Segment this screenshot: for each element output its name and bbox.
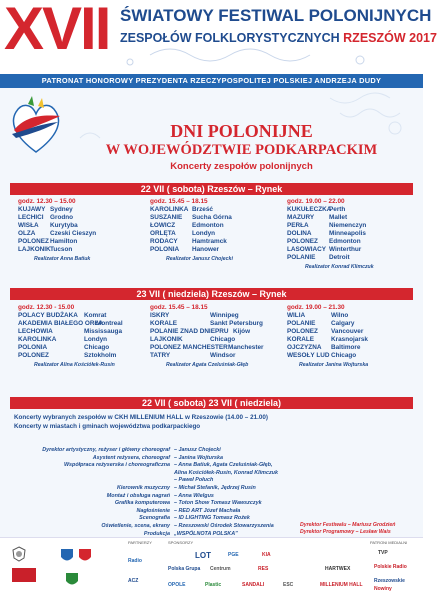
- ensemble-name: POLONIA: [150, 246, 180, 253]
- ensemble-city: Wilno: [331, 312, 349, 319]
- sponsor-logo: RES: [258, 566, 269, 572]
- sponsor-logo: HARTWEX: [325, 566, 351, 572]
- ensemble-name: POLONEZ: [18, 238, 49, 245]
- ensemble-name: OJCZYZNA: [287, 344, 322, 351]
- sponsor-logo: Polska Grupa: [168, 566, 201, 572]
- ensemble-city: Minneapolis: [329, 230, 366, 237]
- sponsor-logo: MILLENIUM HALL: [320, 582, 363, 588]
- director-program: Dyrektor Programowy – Lesław Wais: [300, 529, 391, 535]
- concert-time: godz. 15.45 – 18.15: [150, 304, 208, 311]
- ensemble-city: Chicago: [84, 344, 110, 351]
- lineup-row: [18, 246, 96, 254]
- day3-banner: 22 VII ( sobota) 23 VII ( niedziela): [10, 397, 413, 409]
- coat-of-arms-icon: [78, 548, 92, 564]
- day1-block-3: [287, 198, 374, 271]
- ensemble-city: Baltimore: [331, 344, 361, 351]
- credit-role: [40, 470, 170, 478]
- lineup-row: [150, 230, 233, 238]
- ensemble-name: LASOWIACY: [287, 246, 327, 253]
- ensemble-name: POLONIA: [18, 344, 48, 351]
- credit-person: – Rzeszowski Ośrodek Stowarzyszenia: [174, 522, 274, 529]
- ensemble-name: POLONEZ: [287, 238, 318, 245]
- ensemble-name: LAJKONIK: [150, 336, 183, 343]
- millenium-hall-concerts: Koncerty wybranych zespołów w CKH MILLENIUM HALL w Rzeszowie (14.00 – 21.00): [14, 414, 268, 421]
- sponsor-logo: Polskie Radio: [374, 564, 407, 570]
- sponsors-label: SPONSORZY: [168, 540, 194, 545]
- media-patrons-label: PATRONI MEDIALNI: [370, 540, 408, 545]
- lineup-row: [18, 328, 123, 336]
- credit-person: – Janusz Chojecki: [174, 447, 221, 453]
- ensemble-name: WESOŁY LUD: [287, 352, 330, 359]
- sponsor-logo: Nowiny: [374, 586, 392, 592]
- lineup-row: [287, 352, 368, 360]
- ensemble-name: LECHOWIA: [18, 328, 53, 335]
- ensemble-city: Chicago: [331, 352, 357, 359]
- lineup-row: [18, 320, 123, 328]
- credit-role: Scenografia: [139, 515, 170, 522]
- ensemble-name: ORLĘTA: [150, 230, 176, 237]
- festival-title-text: ZESPOŁÓW FOLKLORYSTYCZNYCH: [120, 31, 340, 45]
- realizator: Realizator Konrad Klimczuk: [305, 264, 374, 270]
- festival-title-line1: ŚWIATOWY FESTIWAL POLONIJNYCH: [120, 6, 432, 25]
- ensemble-city: Sydney: [50, 206, 73, 213]
- ensemble-name: LAJKONIK: [18, 246, 51, 253]
- ensemble-name: OLZA: [18, 230, 36, 237]
- ensemble-name: POLANIE: [287, 254, 316, 261]
- ensemble-city: Brześć: [192, 206, 213, 213]
- coat-of-arms-icon: [60, 548, 74, 564]
- lineup-row: [287, 206, 374, 214]
- ensemble-city: Londyn: [84, 336, 108, 343]
- ensemble-name: DOLINA: [287, 230, 312, 237]
- credit-person: – Anna Wielgus: [174, 492, 214, 499]
- ensemble-city: Manchester: [228, 344, 264, 351]
- ensemble-city: Mississauga: [84, 328, 123, 335]
- ensemble-name: RODACY: [150, 238, 178, 245]
- ensemble-city: Czeski Cieszyn: [50, 230, 97, 237]
- event-subtitle: Koncerty zespołów polonijnych: [170, 161, 313, 172]
- ensemble-city: Sankt Petersburg: [210, 320, 263, 327]
- ensemble-name: WISŁA: [18, 222, 39, 229]
- ensemble-city: Detroit: [329, 254, 350, 261]
- credit-role: [40, 477, 170, 485]
- sponsor-logo: KIA: [262, 552, 271, 558]
- sponsor-logo: Rzeszowskie: [374, 578, 405, 584]
- ensemble-city: Komrat: [84, 312, 107, 319]
- credit-role: Dyrektor artystyczny, reżyser i główny choreograf: [42, 447, 170, 453]
- festival-place: RZESZÓW 2017: [343, 31, 437, 45]
- lineup-row: [18, 238, 96, 246]
- credit-role: Produkcja: [143, 530, 170, 537]
- patronage-banner: PATRONAT HONOROWY PREZYDENTA RZECZYPOSPOLITEJ POLSKIEJ ANDRZEJA DUDY: [0, 74, 423, 88]
- concert-time: godz. 15.45 – 18.15: [150, 198, 208, 205]
- ministry-emblem-icon: [12, 546, 26, 562]
- lineup-row: [18, 312, 123, 320]
- lineup-row: [18, 206, 96, 214]
- ensemble-city: Mallet: [329, 214, 348, 221]
- ensemble-name: POLANIE: [287, 320, 316, 327]
- lineup-row: [150, 206, 233, 214]
- lineup-row: [18, 222, 96, 230]
- ensemble-name: POLONEZ MANCHESTER: [150, 344, 228, 351]
- ensemble-city: Niemenczyn: [329, 222, 367, 229]
- credit-person: Alina Kościółek-Rusin, Konrad Klimczuk: [174, 469, 278, 476]
- ensemble-city: Edmonton: [329, 238, 361, 245]
- day2-block-2: [150, 304, 264, 369]
- credit-person: – Anna Batiuk, Agata Czeluśniak-Głęb,: [174, 462, 273, 469]
- ensemble-name: KUKUŁECZKA: [287, 206, 332, 213]
- realizator: Realizator Anna Batiuk: [34, 256, 91, 262]
- realizator: Realizator Alina Kościółek-Rusin: [34, 362, 115, 368]
- lineup-row: [18, 336, 123, 344]
- festival-heart-logo: [8, 96, 64, 156]
- lineup-row: [18, 214, 96, 222]
- sponsor-logo: OPOLE: [168, 582, 186, 588]
- coat-of-arms-icon: [65, 572, 79, 588]
- lineup-row: [150, 320, 264, 328]
- concert-time: godz. 12.30 - 15.00: [18, 304, 75, 311]
- lineup-row: [287, 312, 368, 320]
- ensemble-name: LECHICI: [18, 214, 44, 221]
- ensemble-city: Kijów: [233, 328, 251, 335]
- credit-person: – Paweł Połuch: [174, 477, 214, 484]
- lineup-row: [287, 328, 368, 336]
- lineup-row: [18, 230, 96, 238]
- ensemble-name: TATRY: [150, 352, 171, 359]
- day1-banner: 22 VII ( sobota) Rzeszów – Rynek: [10, 183, 413, 195]
- sponsor-logo: SANDALI: [242, 582, 265, 588]
- ensemble-city: Londyn: [192, 230, 216, 237]
- credit-person: „WSPÓLNOTA POLSKA": [174, 530, 238, 537]
- day2-banner: 23 VII ( niedziela) Rzeszów – Rynek: [10, 288, 413, 300]
- sponsor-logo: Centrum: [210, 566, 231, 572]
- credit-role: Współpraca reżyserska i choreograficzna: [63, 462, 170, 469]
- sponsor-logo: Plastic: [205, 582, 222, 588]
- lineup-row: [287, 246, 374, 254]
- ensemble-city: Chicago: [210, 336, 236, 343]
- ensemble-name: POLANIE ZNAD DNIEPRU: [150, 328, 229, 335]
- lineup-row: [150, 312, 264, 320]
- day2-block-3: [287, 304, 368, 369]
- ensemble-name: ŁOWICZ: [150, 222, 176, 229]
- ensemble-name: PERŁA: [287, 222, 309, 229]
- lineup-row: [150, 222, 233, 230]
- credit-role: Grafika komputerowa: [114, 500, 170, 507]
- director-festival: Dyrektor Festiwalu – Mariusz Grodzień: [300, 522, 396, 528]
- festival-header: [0, 0, 437, 74]
- partners-label: PARTNERZY: [128, 540, 152, 545]
- sponsor-logo: Radio: [128, 558, 142, 564]
- credit-role: Nagłośnienie: [136, 507, 170, 514]
- ensemble-name: AKADEMIA BIAŁEGO ORŁA: [18, 320, 103, 327]
- ensemble-city: Krasnojarsk: [331, 336, 368, 343]
- credit-role: Asystent reżysera, choreograf: [92, 454, 170, 461]
- ensemble-city: Montreal: [96, 320, 123, 327]
- regional-concerts: Koncerty w miastach i gminach województwa podkarpackiego: [14, 423, 201, 430]
- day2-block-1: [18, 304, 123, 369]
- lineup-row: [287, 320, 368, 328]
- event-title: DNI POLONIJNE: [170, 121, 313, 141]
- ensemble-city: Kurytyba: [50, 222, 78, 229]
- ensemble-city: Sucha Górna: [192, 214, 232, 221]
- credit-person: – RED ART Józef Machała: [174, 507, 241, 514]
- credit-person: – Toton Show Tomasz Wawszczyk: [174, 500, 262, 507]
- event-title-region: W WOJEWÓDZTWIE PODKARPACKIM: [105, 142, 378, 158]
- lineup-row: [287, 230, 374, 238]
- ensemble-city: Tucson: [50, 246, 73, 253]
- ensemble-name: ISKRY: [150, 312, 170, 319]
- ensemble-name: KAROLINKA: [150, 206, 189, 213]
- lineup-row: [150, 328, 264, 336]
- lineup-row: [287, 222, 374, 230]
- sponsor-logo: ACZ: [128, 578, 139, 584]
- ensemble-name: KUJAWY: [18, 206, 46, 213]
- ensemble-city: Windsor: [210, 352, 236, 359]
- sponsor-logo: LOT: [195, 551, 211, 560]
- ensemble-city: Winterthur: [329, 246, 362, 253]
- ensemble-city: Edmonton: [192, 222, 224, 229]
- sponsor-logo: TVP: [378, 550, 388, 556]
- concert-time: godz. 19.00 – 21.30: [287, 304, 345, 311]
- credit-person: – Michał Stefanik, Jędrzej Rusin: [174, 484, 256, 491]
- ensemble-name: POLONEZ: [287, 328, 318, 335]
- credit-role: Montaż i obsługa nagrań: [106, 492, 170, 499]
- lineup-row: [287, 254, 374, 262]
- ensemble-name: SUSZANIE: [150, 214, 183, 221]
- ensemble-city: Hanower: [192, 246, 219, 253]
- ensemble-name: KAROLINKA: [18, 336, 57, 343]
- ensemble-city: Calgary: [331, 320, 355, 327]
- credit-person: – ID LIGHTING Tomasz Rożek: [174, 515, 250, 522]
- lineup-row: [287, 344, 368, 352]
- ensemble-city: Perth: [329, 206, 346, 213]
- lineup-row: [287, 214, 374, 222]
- realizator: Realizator Agata Czeluśniak-Głęb: [166, 362, 249, 368]
- lineup-row: [18, 352, 123, 360]
- lineup-row: [18, 344, 123, 352]
- lineup-row: [287, 336, 368, 344]
- concert-time: godz. 12.30 – 15.00: [18, 198, 76, 205]
- lineup-row: [150, 246, 233, 254]
- realizator: Realizator Janusz Chojecki: [166, 256, 233, 262]
- ministry-logo: [12, 568, 36, 582]
- festival-title-line2: [120, 30, 437, 46]
- lineup-row: [150, 344, 264, 352]
- festival-directors: [300, 522, 395, 536]
- ensemble-name: KORALE: [287, 336, 314, 343]
- ensemble-name: POLACY BUDŻAKA: [18, 312, 78, 319]
- ensemble-city: Hamilton: [50, 238, 78, 245]
- lineup-row: [150, 214, 233, 222]
- ensemble-city: Grodno: [50, 214, 74, 221]
- sponsor-logo: ESC: [283, 582, 294, 588]
- ensemble-city: Winnipeg: [210, 312, 239, 319]
- credit-role: Kierownik muzyczny: [116, 484, 170, 491]
- sponsors-footer: [0, 537, 423, 600]
- ensemble-name: MAZURY: [287, 214, 315, 221]
- day1-block-2: [150, 198, 233, 263]
- lineup-row: [150, 336, 264, 344]
- ensemble-name: KORALE: [150, 320, 177, 327]
- ensemble-name: POLONEZ: [18, 352, 49, 359]
- lineup-row: [150, 238, 233, 246]
- credits-roles: [40, 447, 170, 538]
- lineup-row: [150, 352, 264, 360]
- concert-time: godz. 19.00 – 22.00: [287, 198, 345, 205]
- credit-role: Oświetlenie, scena, ekrany: [101, 522, 170, 529]
- sponsor-logo: PGE: [228, 552, 239, 558]
- ensemble-city: Hamtramck: [192, 238, 227, 245]
- ensemble-city: Vancouver: [331, 328, 364, 335]
- day1-block-1: [18, 198, 96, 263]
- credit-person: – Janina Wojturska: [174, 454, 224, 461]
- ensemble-city: Sztokholm: [84, 352, 117, 359]
- realizator: Realizator Janina Wojturska: [299, 362, 369, 368]
- ensemble-name: WILIA: [287, 312, 306, 319]
- edition-numeral: XVII: [4, 0, 110, 62]
- lineup-row: [287, 238, 374, 246]
